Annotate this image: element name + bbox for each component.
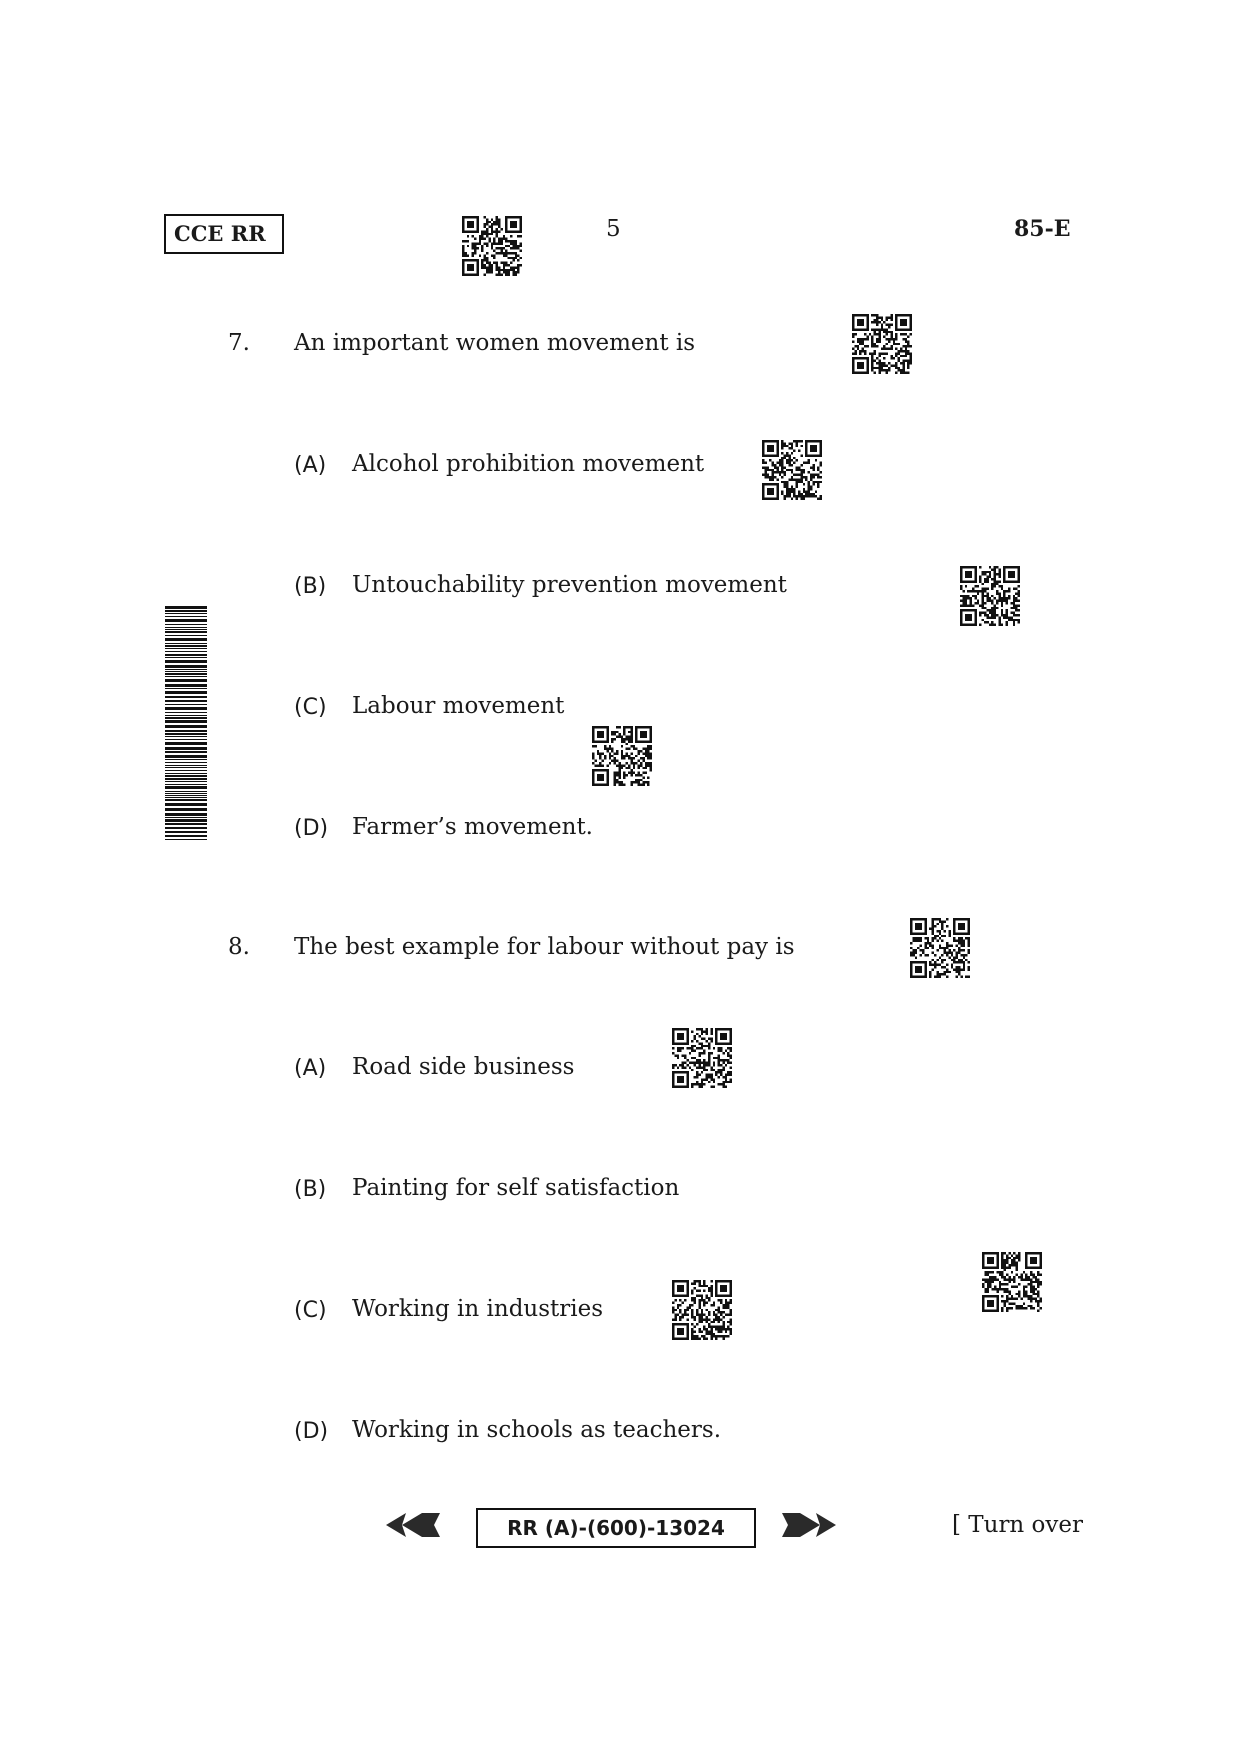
option-text: Untouchability prevention movement [352,572,787,598]
option-label: (B) [294,1177,327,1202]
qr-code-icon [762,440,822,500]
option-text: Farmer’s movement. [352,814,593,840]
series-code-box: RR (A)-(600)-13024 [476,1508,756,1548]
qr-code-icon [672,1028,732,1088]
page-number: 5 [606,216,621,242]
option-text: Road side business [352,1054,575,1080]
paper-code: 85-E [1014,216,1071,242]
barcode-icon [165,606,207,840]
qr-code-icon [982,1252,1042,1312]
option-label: (D) [294,816,329,841]
option-label: (A) [294,1056,327,1081]
option-label: (A) [294,453,327,478]
option-text: Working in industries [352,1296,604,1322]
question-text: The best example for labour without pay is [294,934,795,960]
option-label: (B) [294,574,327,599]
qr-code-icon [592,726,652,786]
turn-over-label: [ Turn over [952,1512,1084,1538]
question-text: An important women movement is [294,330,696,356]
exam-code-box: CCE RR [164,214,284,254]
option-label: (C) [294,695,327,720]
option-text: Labour movement [352,693,565,719]
arrow-left-icon [384,1510,442,1540]
qr-code-icon [910,918,970,978]
option-text: Painting for self satisfaction [352,1175,680,1201]
option-label: (C) [294,1298,327,1323]
qr-code-icon [852,314,912,374]
question-number: 8. [228,934,250,960]
option-text: Working in schools as teachers. [352,1417,722,1443]
qr-code-icon [672,1280,732,1340]
arrow-right-icon [780,1510,838,1540]
question-number: 7. [228,330,250,356]
qr-code-icon [462,216,522,276]
qr-code-icon [960,566,1020,626]
option-label: (D) [294,1419,329,1444]
option-text: Alcohol prohibition movement [352,451,705,477]
